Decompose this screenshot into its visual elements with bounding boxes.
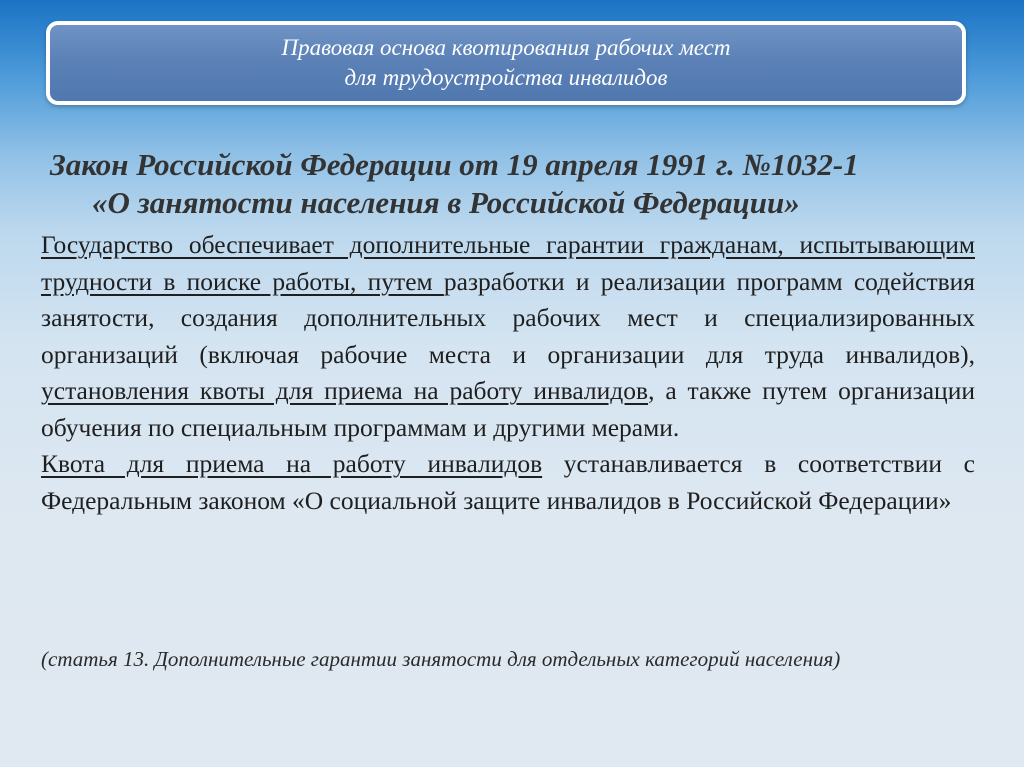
title-box (46, 21, 966, 105)
body-text (41, 227, 975, 519)
paragraph-guarantees (41, 227, 975, 446)
guarantees-text: разработки и реализации программ содействия занятости, создания дополнительных рабочих мест и специализированных организаций (включая рабочие места и организации для труда инвалидов), (41, 266, 976, 369)
law-heading-line-1: Закон Российской Федерации от 19 апреля 1991 г. №1032-1 (50, 147, 859, 182)
title-line-2: для трудоустройства инвалидов (344, 65, 668, 90)
quota-establishment-underlined-text: установления квоты для приема на работу инвалидов (41, 376, 649, 405)
title-line-1: Правовая основа квотирования рабочих мест (281, 35, 731, 60)
article-note: (статья 13. Дополнительные гарантии занятости для отдельных категорий населения) (41, 647, 841, 671)
law-heading-line-2: «О занятости населения в Российской Федерации» (92, 185, 800, 220)
quota-underlined-text: Квота для приема на работу инвалидов (41, 449, 543, 478)
guarantees-underlined-text: Государство обеспечивает дополнительные гарантии гражданам, испытывающим трудности в поиске работы, путем (41, 230, 975, 296)
guarantees-text-end: , а также путем организации обучения по специальным программам и другими мерами. (41, 376, 975, 442)
law-heading (0, 146, 1024, 222)
paragraph-quota (41, 446, 975, 519)
quota-text: устанавливается в соответствии с Федеральным законом «О социальной защите инвалидов в Российской Федерации» (41, 449, 975, 515)
